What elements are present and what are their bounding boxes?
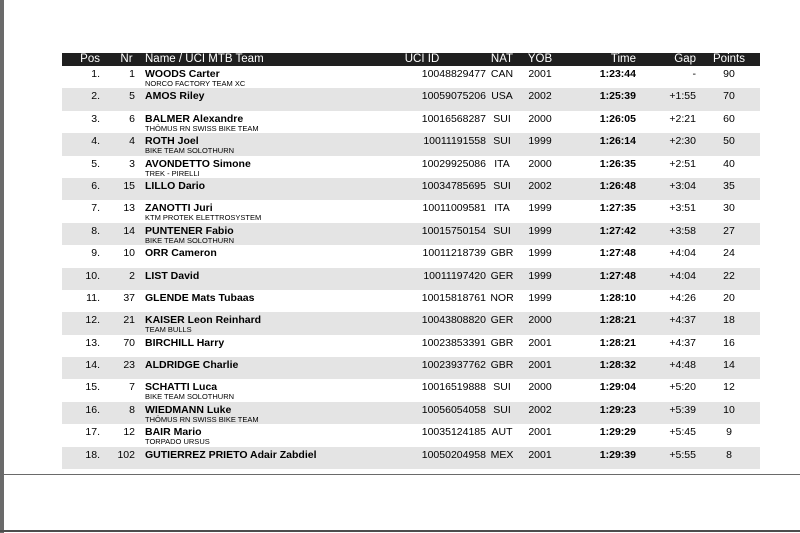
row-gap: +1:55 <box>669 90 696 103</box>
row-name: KAISER Leon Reinhard <box>145 314 262 327</box>
row-points: 40 <box>723 157 735 170</box>
row-gap: +2:30 <box>669 135 696 148</box>
window-left-edge <box>0 0 4 533</box>
row-yob: 2001 <box>528 426 552 439</box>
table-row <box>62 290 760 312</box>
row-nr: 12 <box>123 426 135 439</box>
table-row <box>62 88 760 110</box>
row-name: BALMER Alexandre <box>145 112 244 125</box>
row-uci-id: 10016519888 <box>421 381 486 394</box>
row-time: 1:27:48 <box>599 269 636 282</box>
row-nr: 13 <box>123 202 135 215</box>
row-nr: 3 <box>129 157 135 170</box>
row-pos: 3. <box>91 112 100 125</box>
row-pos: 7. <box>91 202 100 215</box>
row-pos: 13. <box>85 336 100 349</box>
row-nat: GER <box>490 314 514 327</box>
row-time: 1:23:44 <box>599 68 636 80</box>
row-name: AVONDETTO Simone <box>145 157 251 170</box>
row-name: WIEDMANN Luke <box>145 403 232 416</box>
row-points: 60 <box>723 112 735 125</box>
header-yob: YOB <box>527 53 553 65</box>
row-yob: 1999 <box>528 135 552 148</box>
row-pos: 5. <box>91 157 100 170</box>
row-pos: 18. <box>85 448 100 461</box>
row-gap: +5:45 <box>669 426 696 439</box>
row-pos: 16. <box>85 403 100 416</box>
row-nat: SUI <box>493 135 511 148</box>
row-name: LILLO Dario <box>145 179 206 192</box>
row-team: THÖMUS RN SWISS BIKE TEAM <box>145 414 259 424</box>
row-yob: 2002 <box>528 90 552 103</box>
header-time: Time <box>610 53 636 65</box>
row-nr: 8 <box>129 403 135 416</box>
row-nr: 2 <box>129 269 135 282</box>
row-nat: SUI <box>493 112 511 125</box>
row-team: TREK - PIRELLI <box>145 168 200 178</box>
row-gap: +3:58 <box>669 224 696 237</box>
row-points: 27 <box>723 224 735 237</box>
row-time: 1:27:48 <box>599 247 636 260</box>
row-points: 16 <box>723 336 735 349</box>
header-uci-id: UCI ID <box>404 53 440 65</box>
row-yob: 1999 <box>528 224 552 237</box>
row-team: BIKE TEAM SOLOTHURN <box>145 235 235 245</box>
row-pos: 12. <box>85 314 100 327</box>
row-team: TORPADO URSUS <box>145 437 210 447</box>
row-uci-id: 10048829477 <box>421 68 486 80</box>
row-nat: SUI <box>493 403 511 416</box>
row-yob: 1999 <box>528 291 552 304</box>
row-uci-id: 10016568287 <box>421 112 486 125</box>
row-pos: 1. <box>91 68 100 80</box>
table-row <box>62 447 760 469</box>
row-team: THÖMUS RN SWISS BIKE TEAM <box>145 123 259 133</box>
results-table <box>62 66 760 469</box>
row-nat: GER <box>490 269 514 282</box>
row-pos: 14. <box>85 359 100 372</box>
row-time: 1:29:04 <box>599 381 636 394</box>
row-gap: +5:39 <box>669 403 696 416</box>
row-uci-id: 10023937762 <box>421 359 486 372</box>
row-nr: 5 <box>129 90 135 103</box>
row-points: 8 <box>726 448 732 461</box>
row-points: 24 <box>723 247 735 260</box>
row-nat: SUI <box>493 224 511 237</box>
row-gap: +4:04 <box>669 269 696 282</box>
row-points: 9 <box>726 426 732 439</box>
row-points: 10 <box>723 403 735 416</box>
row-yob: 2001 <box>528 68 552 80</box>
table-row <box>62 312 760 334</box>
row-pos: 2. <box>91 90 100 103</box>
row-nat: CAN <box>490 68 514 80</box>
row-gap: +2:21 <box>669 112 696 125</box>
row-gap: +5:55 <box>669 448 696 461</box>
row-time: 1:26:05 <box>599 112 636 125</box>
row-time: 1:27:42 <box>599 224 636 237</box>
row-name: GUTIERREZ PRIETO Adair Zabdiel <box>145 448 317 461</box>
window-bottom-edge <box>0 530 800 532</box>
row-name: AMOS Riley <box>145 90 205 103</box>
row-team: BIKE TEAM SOLOTHURN <box>145 146 235 156</box>
table-row <box>62 335 760 357</box>
table-row <box>62 357 760 379</box>
row-yob: 2002 <box>528 179 552 192</box>
row-name: ZANOTTI Juri <box>145 202 213 215</box>
row-nat: GBR <box>490 359 514 372</box>
row-yob: 2002 <box>528 403 552 416</box>
row-gap: +4:04 <box>669 247 696 260</box>
row-gap: - <box>692 68 696 80</box>
row-pos: 11. <box>86 291 100 304</box>
row-nr: 7 <box>129 381 135 394</box>
row-time: 1:28:21 <box>599 336 636 349</box>
row-time: 1:26:48 <box>599 179 636 192</box>
table-row <box>62 268 760 290</box>
row-uci-id: 10035124185 <box>421 426 486 439</box>
row-uci-id: 10023853391 <box>421 336 486 349</box>
results-page <box>62 0 760 478</box>
row-nat: USA <box>491 90 513 103</box>
row-team: BIKE TEAM SOLOTHURN <box>145 392 235 402</box>
row-team: TEAM BULLS <box>145 325 192 335</box>
table-row <box>62 402 760 424</box>
row-uci-id: 10034785695 <box>421 179 486 192</box>
row-gap: +4:37 <box>669 336 696 349</box>
row-nr: 37 <box>123 291 135 304</box>
table-header <box>62 53 760 66</box>
row-uci-id: 10059075206 <box>421 90 486 103</box>
header-nr: Nr <box>120 53 133 65</box>
header-pos: Pos <box>80 53 100 65</box>
row-points: 18 <box>723 314 735 327</box>
row-name: BIRCHILL Harry <box>145 336 225 349</box>
row-nr: 10 <box>123 247 135 260</box>
row-name: ALDRIDGE Charlie <box>145 359 239 372</box>
row-pos: 4. <box>91 135 100 148</box>
row-time: 1:26:35 <box>599 157 636 170</box>
table-row <box>62 66 760 88</box>
row-yob: 2000 <box>528 157 552 170</box>
row-nat: SUI <box>493 381 511 394</box>
row-nr: 70 <box>123 336 135 349</box>
row-yob: 1999 <box>528 247 552 260</box>
row-gap: +4:26 <box>669 291 696 304</box>
row-pos: 6. <box>91 179 100 192</box>
row-points: 14 <box>723 359 735 372</box>
row-gap: +3:04 <box>669 179 696 192</box>
row-name: LIST David <box>145 269 200 282</box>
table-row <box>62 223 760 245</box>
row-points: 22 <box>723 269 735 282</box>
row-name: SCHATTI Luca <box>145 381 218 394</box>
row-nat: GBR <box>490 336 514 349</box>
row-nr: 15 <box>123 179 135 192</box>
page-bottom-edge <box>0 474 800 475</box>
row-time: 1:27:35 <box>599 202 636 215</box>
row-nr: 6 <box>129 112 135 125</box>
row-gap: +3:51 <box>669 202 696 215</box>
row-uci-id: 10011191558 <box>423 135 486 148</box>
row-nr: 102 <box>117 448 135 461</box>
row-yob: 2001 <box>528 336 552 349</box>
row-name: GLENDE Mats Tubaas <box>145 291 255 304</box>
row-yob: 2001 <box>528 448 552 461</box>
row-nat: SUI <box>493 179 511 192</box>
row-gap: +2:51 <box>669 157 696 170</box>
row-time: 1:29:23 <box>599 403 636 416</box>
row-name: ORR Cameron <box>145 247 217 260</box>
table-row <box>62 156 760 178</box>
row-gap: +5:20 <box>669 381 696 394</box>
row-team: NORCO FACTORY TEAM XC <box>145 79 246 88</box>
row-uci-id: 10050204958 <box>421 448 486 461</box>
row-time: 1:25:39 <box>599 90 636 103</box>
row-team: KTM PROTEK ELETTROSYSTEM <box>145 213 262 223</box>
row-name: ROTH Joel <box>145 135 199 148</box>
row-points: 30 <box>723 202 735 215</box>
row-nr: 21 <box>123 314 135 327</box>
row-points: 12 <box>723 381 735 394</box>
header-nat: NAT <box>490 53 514 65</box>
row-pos: 17. <box>85 426 100 439</box>
row-points: 50 <box>723 135 735 148</box>
header-name: Name / UCI MTB Team <box>145 53 264 65</box>
row-gap: +4:37 <box>669 314 696 327</box>
row-nat: ITA <box>494 202 510 215</box>
row-name: PUNTENER Fabio <box>145 224 234 237</box>
row-pos: 8. <box>91 224 100 237</box>
row-pos: 9. <box>91 247 100 260</box>
row-uci-id: 10043808820 <box>421 314 486 327</box>
row-time: 1:28:21 <box>599 314 636 327</box>
row-yob: 2000 <box>528 381 552 394</box>
row-uci-id: 10011197420 <box>423 269 486 282</box>
row-time: 1:26:14 <box>599 135 636 148</box>
row-points: 20 <box>723 291 735 304</box>
row-uci-id: 10015750154 <box>421 224 486 237</box>
table-row <box>62 133 760 155</box>
row-pos: 15. <box>85 381 100 394</box>
row-gap: +4:48 <box>669 359 696 372</box>
row-pos: 10. <box>85 269 100 282</box>
row-points: 35 <box>723 179 735 192</box>
row-nr: 23 <box>123 359 135 372</box>
row-name: BAIR Mario <box>145 426 202 439</box>
row-nr: 1 <box>129 68 135 80</box>
row-nr: 14 <box>123 224 135 237</box>
table-row <box>62 379 760 401</box>
header-gap: Gap <box>674 53 696 65</box>
table-row <box>62 111 760 133</box>
table-row <box>62 178 760 200</box>
row-points: 70 <box>723 90 735 103</box>
row-uci-id: 10011218739 <box>422 247 486 260</box>
row-nr: 4 <box>129 135 135 148</box>
table-row <box>62 245 760 267</box>
table-row <box>62 424 760 446</box>
row-yob: 2001 <box>528 359 552 372</box>
row-nat: ITA <box>494 157 510 170</box>
row-time: 1:29:39 <box>599 448 636 461</box>
row-points: 90 <box>723 68 735 80</box>
row-uci-id: 10011009581 <box>422 202 486 215</box>
table-row <box>62 200 760 222</box>
row-time: 1:29:29 <box>599 426 636 439</box>
row-time: 1:28:32 <box>599 359 636 372</box>
row-uci-id: 10056054058 <box>421 403 486 416</box>
row-time: 1:28:10 <box>599 291 636 304</box>
row-yob: 2000 <box>528 314 552 327</box>
row-nat: AUT <box>491 426 513 439</box>
row-uci-id: 10029925086 <box>421 157 486 170</box>
row-yob: 1999 <box>528 269 552 282</box>
row-yob: 1999 <box>528 202 552 215</box>
row-nat: MEX <box>490 448 514 461</box>
row-uci-id: 10015818761 <box>421 291 486 304</box>
row-name: WOODS Carter <box>145 68 220 80</box>
row-yob: 2000 <box>528 112 552 125</box>
header-points: Points <box>713 53 745 65</box>
row-nat: GBR <box>490 247 514 260</box>
row-nat: NOR <box>490 291 514 304</box>
